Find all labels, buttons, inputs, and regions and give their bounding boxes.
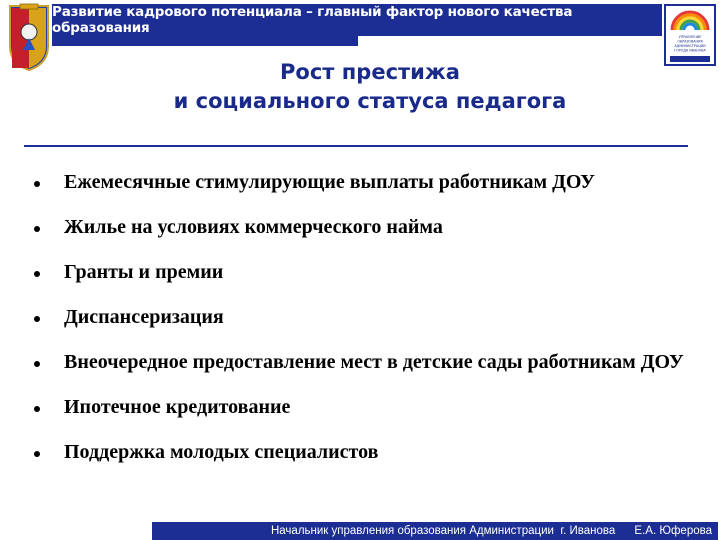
svg-text:ГОРОДА ИВАНОВА: ГОРОДА ИВАНОВА — [674, 48, 706, 53]
svg-text:УПРАВЛЕНИЕ: УПРАВЛЕНИЕ — [678, 35, 702, 39]
bullet-icon — [34, 316, 40, 322]
svg-text:АДМИНИСТРАЦИИ: АДМИНИСТРАЦИИ — [674, 44, 706, 48]
bullet-icon — [34, 451, 40, 457]
bullet-item — [30, 260, 690, 285]
bullet-text: Ежемесячные стимулирующие выплаты работникам ДОУ — [64, 171, 595, 193]
bullet-text: Внеочередное предоставление мест в детские сады работникам ДОУ — [64, 351, 684, 373]
bullet-list — [30, 170, 690, 485]
bullet-icon — [34, 271, 40, 277]
bullet-text: Поддержка молодых специалистов — [64, 441, 379, 463]
slide-title — [120, 58, 620, 116]
bullet-text: Жилье на условиях коммерческого найма — [64, 216, 443, 238]
title-divider — [24, 145, 688, 147]
svg-text:ОБРАЗОВАНИЯ: ОБРАЗОВАНИЯ — [677, 39, 703, 44]
bullet-item — [30, 395, 690, 420]
bullet-item — [30, 170, 690, 195]
city-emblem-icon — [6, 2, 52, 72]
slide-title-line-1: Рост престижа — [280, 60, 460, 84]
bullet-item — [30, 350, 690, 375]
bullet-item — [30, 215, 690, 240]
bullet-item — [30, 440, 690, 465]
bullet-icon — [34, 361, 40, 367]
bullet-text: Ипотечное кредитование — [64, 396, 291, 418]
slide-title-line-2: и социального статуса педагога — [173, 89, 567, 113]
bullet-icon — [34, 226, 40, 232]
education-department-logo-icon — [664, 4, 716, 66]
bullet-text: Гранты и премии — [64, 261, 224, 283]
footer-text: Начальник управления образования Администрации г. Иванова Е.А. Юферова — [270, 525, 712, 537]
bullet-icon — [34, 181, 40, 187]
bullet-icon — [34, 406, 40, 412]
bullet-text: Диспансеризация — [64, 306, 224, 328]
header-title: Развитие кадрового потенциала – главный фактор нового качества образования — [52, 4, 573, 36]
bullet-item — [30, 305, 690, 330]
